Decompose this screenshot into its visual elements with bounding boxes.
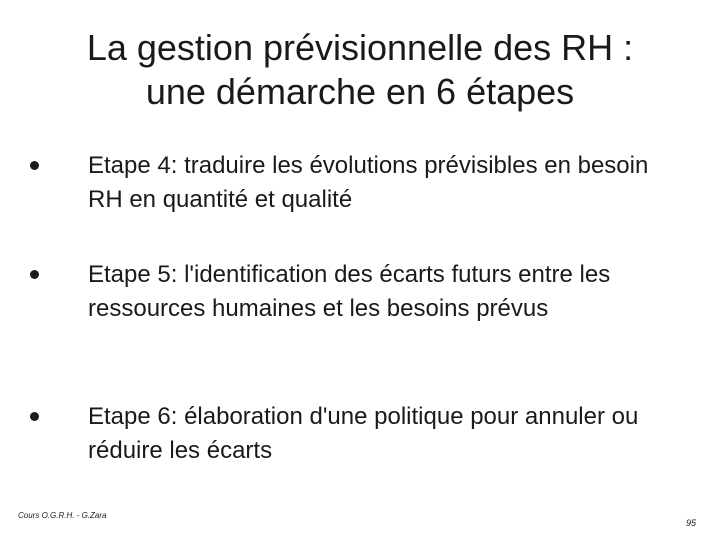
page-number: 95 <box>685 518 696 528</box>
slide-title-line-1: La gestion prévisionnelle des RH : <box>86 27 634 68</box>
bullet-dot-icon <box>30 161 39 170</box>
slide-title-line-2: une démarche en 6 étapes <box>145 71 575 112</box>
bullet-text: Etape 4: traduire les évolutions prévisibles en besoin RH en quantité et qualité <box>88 152 649 213</box>
slide-title <box>30 26 690 114</box>
bullet-dot-icon <box>30 270 39 279</box>
bullet-text: Etape 5: l'identification des écarts futurs entre les ressources humaines et les besoins prévus <box>88 261 611 322</box>
bullet-text: Etape 6: élaboration d'une politique pour annuler ou réduire les écarts <box>88 403 639 464</box>
footer-course-label: Cours O.G.R.H. - G.Zara <box>18 511 107 520</box>
bullet-dot-icon <box>30 412 39 421</box>
